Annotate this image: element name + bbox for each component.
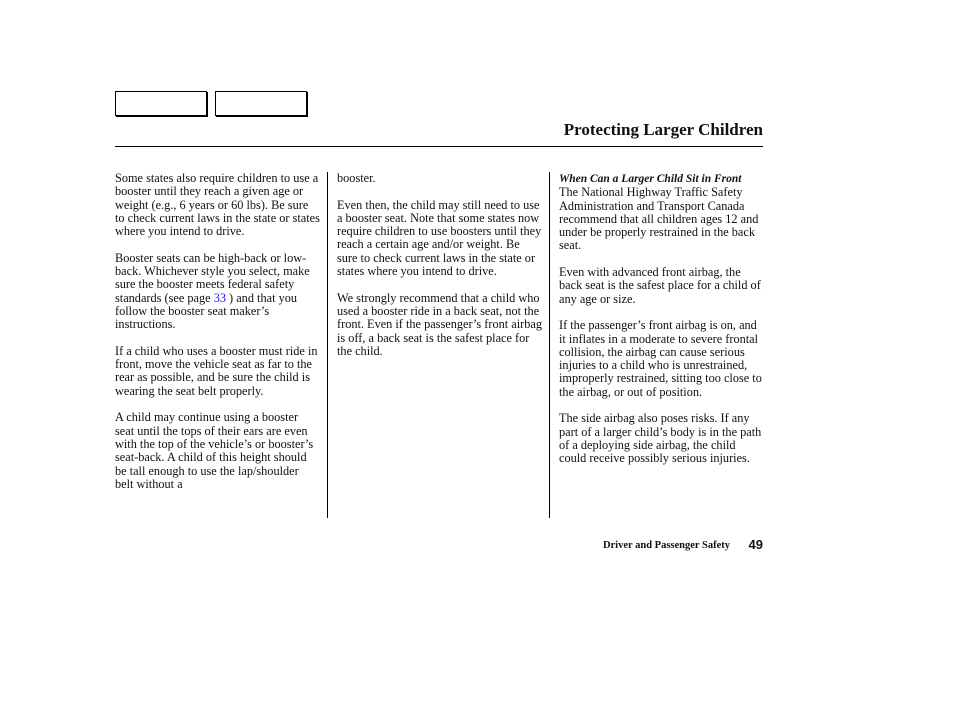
title-divider: [115, 146, 763, 147]
text-column-2: [337, 172, 543, 371]
paragraph: We strongly recommend that a child who used a booster ride in a back seat, not the front. Even if the passenger’s front airbag is off, a back seat is the safest place for the child.: [337, 290, 542, 358]
paragraph-text: ) and that you follow the booster seat maker’s instructions.: [115, 290, 298, 332]
paragraph: [559, 173, 762, 253]
page-title: Protecting Larger Children: [563, 120, 763, 139]
nav-button-1[interactable]: [115, 91, 207, 116]
paragraph: Even with advanced front airbag, the back seat is the safest place for a child of any age or size.: [559, 265, 761, 306]
paragraph-text: Booster seats can be high-back or low-back. Whichever style you select, make sure the booster meets federal safety standards (see page: [115, 250, 310, 305]
paragraph: The side airbag also poses risks. If any part of a larger child’s body is in the path of a deploying side airbag, the child could receive possibly serious injuries.: [559, 411, 762, 466]
paragraph: Some states also require children to use a booster until they reach a given age or weight (e.g., 6 years or 60 lbs). Be sure to check current laws in the state or states where you intend to drive.: [115, 171, 320, 239]
text-column-3: [559, 172, 762, 479]
section-subheading: When Can a Larger Child Sit in Front: [559, 173, 742, 185]
text-column-1: [115, 172, 320, 504]
paragraph-text: The National Highway Traffic Safety Administration and Transport Canada recommend that all children ages 12 and under be properly restrained in the back seat.: [559, 185, 759, 253]
column-divider: [327, 172, 328, 518]
paragraph: If the passenger’s front airbag is on, and it inflates in a moderate to severe frontal collision, the airbag can cause serious injuries to a child who is unrestrained, improperly restrained, sitting too close to the airbag, or out of position.: [559, 318, 762, 399]
paragraph: A child may continue using a booster seat until the tops of their ears are even with the top of the vehicle’s or booster’s seat-back. A child of this height should be tall enough to use the lap/shoulder belt without a: [115, 410, 314, 491]
page-reference-link[interactable]: 33: [213, 290, 226, 305]
nav-button-2[interactable]: [215, 91, 307, 116]
paragraph: Even then, the child may still need to use a booster seat. Note that some states now require children to use boosters until they reach a certain age and/or weight. Be sure to check current laws in the state or states where you intend to drive.: [337, 197, 542, 279]
footer-section-title: Driver and Passenger Safety: [602, 540, 730, 551]
page-number: 49: [748, 537, 763, 552]
paragraph: booster.: [337, 171, 376, 185]
column-divider: [549, 172, 550, 518]
paragraph: If a child who uses a booster must ride in front, move the vehicle seat as far to the rear as possible, and be sure the child is wearing the seat belt properly.: [115, 343, 318, 398]
paragraph: [115, 252, 320, 332]
